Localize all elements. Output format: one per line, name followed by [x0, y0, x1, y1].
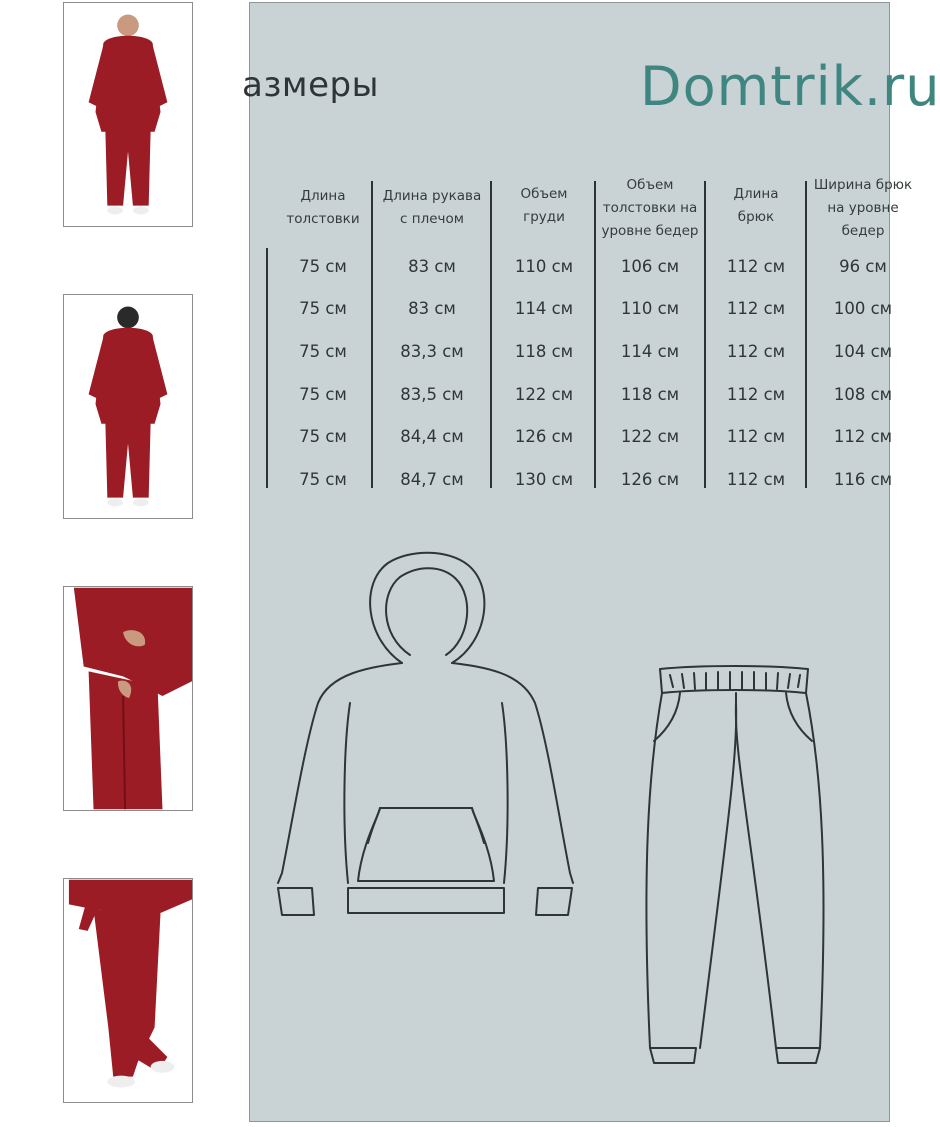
thumbnail-gallery	[0, 0, 240, 1127]
table-cell: 75 см	[299, 427, 347, 446]
table-cell: 83,5 см	[400, 385, 464, 404]
table-cell: 122 см	[620, 427, 680, 446]
table-divider	[266, 248, 268, 488]
table-cell: 106 см	[620, 257, 680, 276]
table-cell: 112 см	[726, 427, 786, 446]
brand-logo-text: Domtrik.ru	[640, 55, 940, 118]
thumbnail-side-view[interactable]	[63, 878, 193, 1103]
table-cell: 84,4 см	[400, 427, 464, 446]
column-header: толстовки на	[602, 200, 698, 216]
table-cell: 75 см	[299, 342, 347, 361]
thumbnail-front-view[interactable]	[63, 2, 193, 227]
column-header: груди	[523, 209, 565, 225]
column-header: бедер	[841, 223, 885, 239]
table-cell: 114 см	[514, 299, 574, 318]
table-cell: 122 см	[514, 385, 574, 404]
table-cell: 112 см	[833, 427, 893, 446]
table-cell: 104 см	[833, 342, 893, 361]
table-cell: 112 см	[726, 385, 786, 404]
table-cell: 118 см	[620, 385, 680, 404]
column-header: с плечом	[400, 211, 464, 227]
table-cell: 83,3 см	[400, 342, 464, 361]
table-cell: 126 см	[620, 470, 680, 489]
table-cell: 83 см	[408, 299, 456, 318]
column-header: брюк	[737, 209, 775, 225]
size-table	[250, 3, 913, 523]
column-header: толстовки	[286, 211, 360, 227]
pants-sketch-icon	[250, 543, 891, 1103]
table-cell: 114 см	[620, 342, 680, 361]
table-cell: 126 см	[514, 427, 574, 446]
thumbnail-back-view[interactable]	[63, 294, 193, 519]
table-cell: 108 см	[833, 385, 893, 404]
column-header: Длина	[733, 186, 779, 202]
table-cell: 118 см	[514, 342, 574, 361]
column-header: Объем	[626, 177, 674, 193]
table-cell: 100 см	[833, 299, 893, 318]
size-chart-image	[242, 2, 940, 1122]
table-cell: 116 см	[833, 470, 893, 489]
table-cell: 75 см	[299, 257, 347, 276]
table-cell: 112 см	[726, 470, 786, 489]
table-cell: 75 см	[299, 385, 347, 404]
size-chart-title: азмеры	[242, 65, 379, 105]
table-cell: 83 см	[408, 257, 456, 276]
table-cell: 112 см	[726, 257, 786, 276]
table-cell: 112 см	[726, 299, 786, 318]
column-header: Ширина брюк	[813, 177, 913, 193]
table-cell: 96 см	[839, 257, 887, 276]
thumbnail-pocket-detail[interactable]	[63, 586, 193, 811]
column-header: на уровне	[827, 200, 899, 216]
table-cell: 110 см	[620, 299, 680, 318]
table-cell: 75 см	[299, 470, 347, 489]
column-header: уровне бедер	[601, 223, 699, 239]
column-header: Длина	[300, 188, 346, 204]
table-cell: 110 см	[514, 257, 574, 276]
column-header: Длина рукава	[382, 188, 482, 204]
table-cell: 112 см	[726, 342, 786, 361]
table-cell: 84,7 см	[400, 470, 464, 489]
column-header: Объем	[520, 186, 568, 202]
table-cell: 130 см	[514, 470, 574, 489]
table-cell: 75 см	[299, 299, 347, 318]
